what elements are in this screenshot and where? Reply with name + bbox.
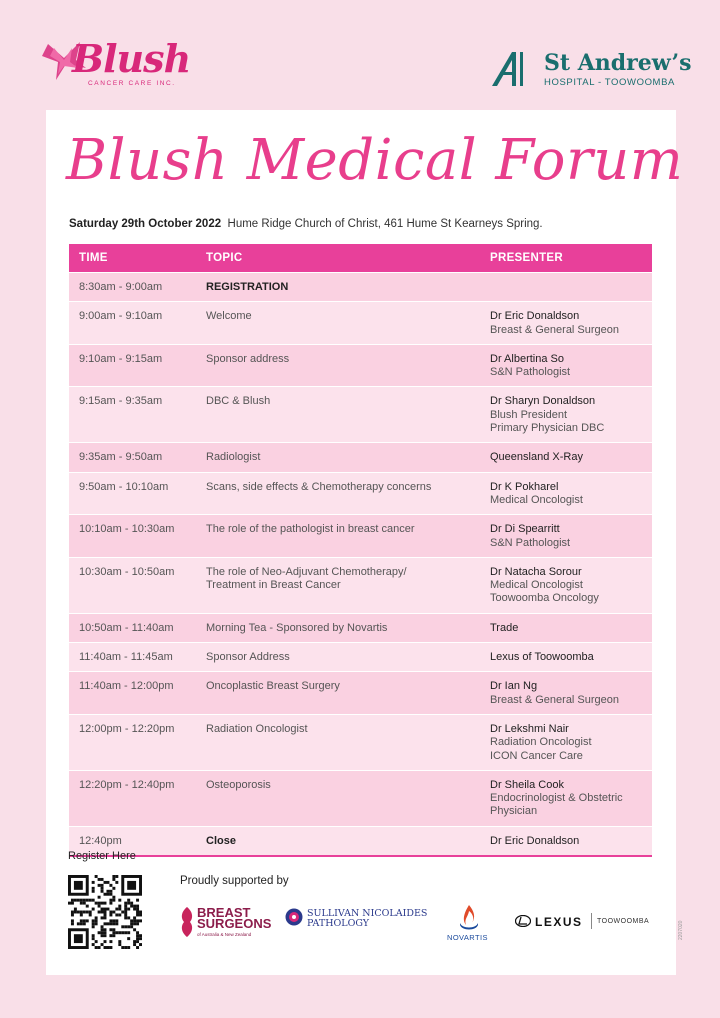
row-topic: Radiologist xyxy=(196,443,480,472)
schedule-row xyxy=(69,344,652,387)
row-presenter xyxy=(480,643,652,672)
row-presenter xyxy=(480,672,652,715)
sullivan-nicolaides-icon xyxy=(285,908,303,926)
row-time: 9:35am - 9:50am xyxy=(69,443,196,472)
presenter-role: Endocrinologist & Obstetric xyxy=(490,792,623,805)
presenter-name: Dr Sharyn Donaldson xyxy=(490,395,596,408)
row-presenter xyxy=(480,443,652,472)
st-andrews-logo xyxy=(490,50,690,90)
presenter-role: Medical Oncologist xyxy=(490,579,583,592)
row-topic: Sponsor Address xyxy=(196,643,480,672)
row-presenter xyxy=(480,302,652,345)
presenter-role: ICON Cancer Care xyxy=(490,749,583,762)
schedule-row xyxy=(69,714,652,770)
row-topic: REGISTRATION xyxy=(196,273,480,302)
presenter-role: Radiation Oncologist xyxy=(490,736,592,749)
presenter-name: Dr Sheila Cook xyxy=(490,778,564,791)
page-title: Blush Medical Forum xyxy=(66,128,684,193)
breast-surgeons-text: BREAST SURGEONS xyxy=(197,905,272,931)
schedule-row xyxy=(69,613,652,642)
st-andrews-subtitle: HOSPITAL - TOOWOOMBA xyxy=(544,77,675,88)
event-details xyxy=(69,218,543,230)
row-time: 10:30am - 10:50am xyxy=(69,557,196,613)
breast-surgeons-icon xyxy=(180,907,194,937)
schedule-body xyxy=(69,273,652,857)
header-presenter: PRESENTER xyxy=(480,244,652,273)
presenter-name: Dr Natacha Sorour xyxy=(490,565,582,578)
row-presenter xyxy=(480,344,652,387)
row-topic: Sponsor address xyxy=(196,344,480,387)
lexus-emblem-icon xyxy=(515,915,531,927)
blush-logo xyxy=(42,36,191,98)
presenter-role: Physician xyxy=(490,805,538,818)
blush-logo-text: Blush xyxy=(72,36,191,81)
presenter-role: Medical Oncologist xyxy=(490,493,583,506)
presenter-name: Lexus of Toowoomba xyxy=(490,651,594,664)
novartis-flame-icon xyxy=(458,905,480,931)
st-andrews-mark-icon xyxy=(490,50,536,88)
schedule-row xyxy=(69,472,652,515)
row-topic: The role of Neo-Adjuvant Chemotherapy/ Treatment in Breast Cancer xyxy=(196,557,480,613)
lexus-text: LEXUS xyxy=(535,915,583,929)
row-presenter xyxy=(480,515,652,558)
schedule-row xyxy=(69,515,652,558)
presenter-name: Queensland X-Ray xyxy=(490,451,583,464)
lexus-location: TOOWOOMBA xyxy=(597,918,650,925)
presenter-name: Trade xyxy=(490,621,519,634)
row-topic: Welcome xyxy=(196,302,480,345)
row-topic: Close xyxy=(196,826,480,856)
sullivan-nicolaides-logo xyxy=(285,905,435,945)
row-topic: Oncoplastic Breast Surgery xyxy=(196,672,480,715)
document-code: 2207020 xyxy=(678,920,684,940)
st-andrews-name: St Andrew’s xyxy=(544,50,692,76)
presenter-role: Blush President xyxy=(490,408,568,421)
schedule-header-row xyxy=(69,244,652,273)
row-time: 12:40pm xyxy=(69,826,196,856)
row-presenter xyxy=(480,387,652,443)
schedule-row xyxy=(69,387,652,443)
schedule-row xyxy=(69,273,652,302)
row-time: 11:40am - 12:00pm xyxy=(69,672,196,715)
registration-qr-code[interactable] xyxy=(68,875,142,949)
row-topic: Radiation Oncologist xyxy=(196,714,480,770)
row-time: 10:50am - 11:40am xyxy=(69,613,196,642)
lexus-divider xyxy=(591,913,592,929)
presenter-role: Breast & General Surgeon xyxy=(490,323,620,336)
schedule-row xyxy=(69,672,652,715)
presenter-name: Dr Lekshmi Nair xyxy=(490,722,569,735)
presenter-name: Dr Eric Donaldson xyxy=(490,310,580,323)
row-presenter xyxy=(480,714,652,770)
supported-by-label: Proudly supported by xyxy=(180,875,289,887)
schedule-table xyxy=(69,244,652,857)
header-topic: TOPIC xyxy=(196,244,480,273)
schedule-row xyxy=(69,302,652,345)
presenter-role: Toowoomba Oncology xyxy=(490,592,599,605)
row-topic: DBC & Blush xyxy=(196,387,480,443)
row-time: 12:00pm - 12:20pm xyxy=(69,714,196,770)
presenter-role: S&N Pathologist xyxy=(490,366,571,379)
row-time: 12:20pm - 12:40pm xyxy=(69,770,196,826)
presenter-name: Dr Albertina So xyxy=(490,352,564,365)
presenter-role: Primary Physician DBC xyxy=(490,422,605,435)
event-date: Saturday 29th October 2022 xyxy=(69,218,222,230)
breast-surgeons-subtext: of Australia & New Zealand xyxy=(197,932,252,937)
presenter-name: Dr K Pokharel xyxy=(490,480,559,493)
row-presenter xyxy=(480,472,652,515)
event-venue: Hume Ridge Church of Christ, 461 Hume St Kearneys Spring. xyxy=(227,218,543,230)
header-logos xyxy=(0,0,720,110)
row-time: 9:10am - 9:15am xyxy=(69,344,196,387)
header-time: TIME xyxy=(69,244,196,273)
register-label: Register Here xyxy=(68,850,136,862)
presenter-name: Dr Ian Ng xyxy=(490,680,538,693)
row-presenter xyxy=(480,273,652,302)
novartis-logo xyxy=(445,905,495,945)
row-presenter xyxy=(480,557,652,613)
presenter-name: Dr Di Spearritt xyxy=(490,523,560,536)
schedule-row xyxy=(69,826,652,856)
row-time: 9:00am - 9:10am xyxy=(69,302,196,345)
presenter-name: Dr Eric Donaldson xyxy=(490,834,580,847)
row-presenter xyxy=(480,770,652,826)
schedule-row xyxy=(69,770,652,826)
row-time: 9:50am - 10:10am xyxy=(69,472,196,515)
presenter-role: Breast & General Surgeon xyxy=(490,693,620,706)
row-time: 11:40am - 11:45am xyxy=(69,643,196,672)
row-time: 10:10am - 10:30am xyxy=(69,515,196,558)
presenter-role: S&N Pathologist xyxy=(490,536,571,549)
row-time: 8:30am - 9:00am xyxy=(69,273,196,302)
row-time: 9:15am - 9:35am xyxy=(69,387,196,443)
lexus-logo xyxy=(515,905,655,945)
row-topic: Morning Tea - Sponsored by Novartis xyxy=(196,613,480,642)
breast-surgeons-logo xyxy=(180,905,272,945)
row-presenter xyxy=(480,826,652,856)
schedule-row xyxy=(69,443,652,472)
row-topic: Scans, side effects & Chemotherapy concerns xyxy=(196,472,480,515)
row-topic: Osteoporosis xyxy=(196,770,480,826)
schedule-row xyxy=(69,643,652,672)
schedule-row xyxy=(69,557,652,613)
blush-logo-subtitle: CANCER CARE INC. xyxy=(88,80,176,87)
row-presenter xyxy=(480,613,652,642)
novartis-text: NOVARTIS xyxy=(447,933,488,942)
sullivan-nicolaides-text: SULLIVAN NICOLAIDES PATHOLOGY xyxy=(307,908,428,929)
row-topic: The role of the pathologist in breast cancer xyxy=(196,515,480,558)
